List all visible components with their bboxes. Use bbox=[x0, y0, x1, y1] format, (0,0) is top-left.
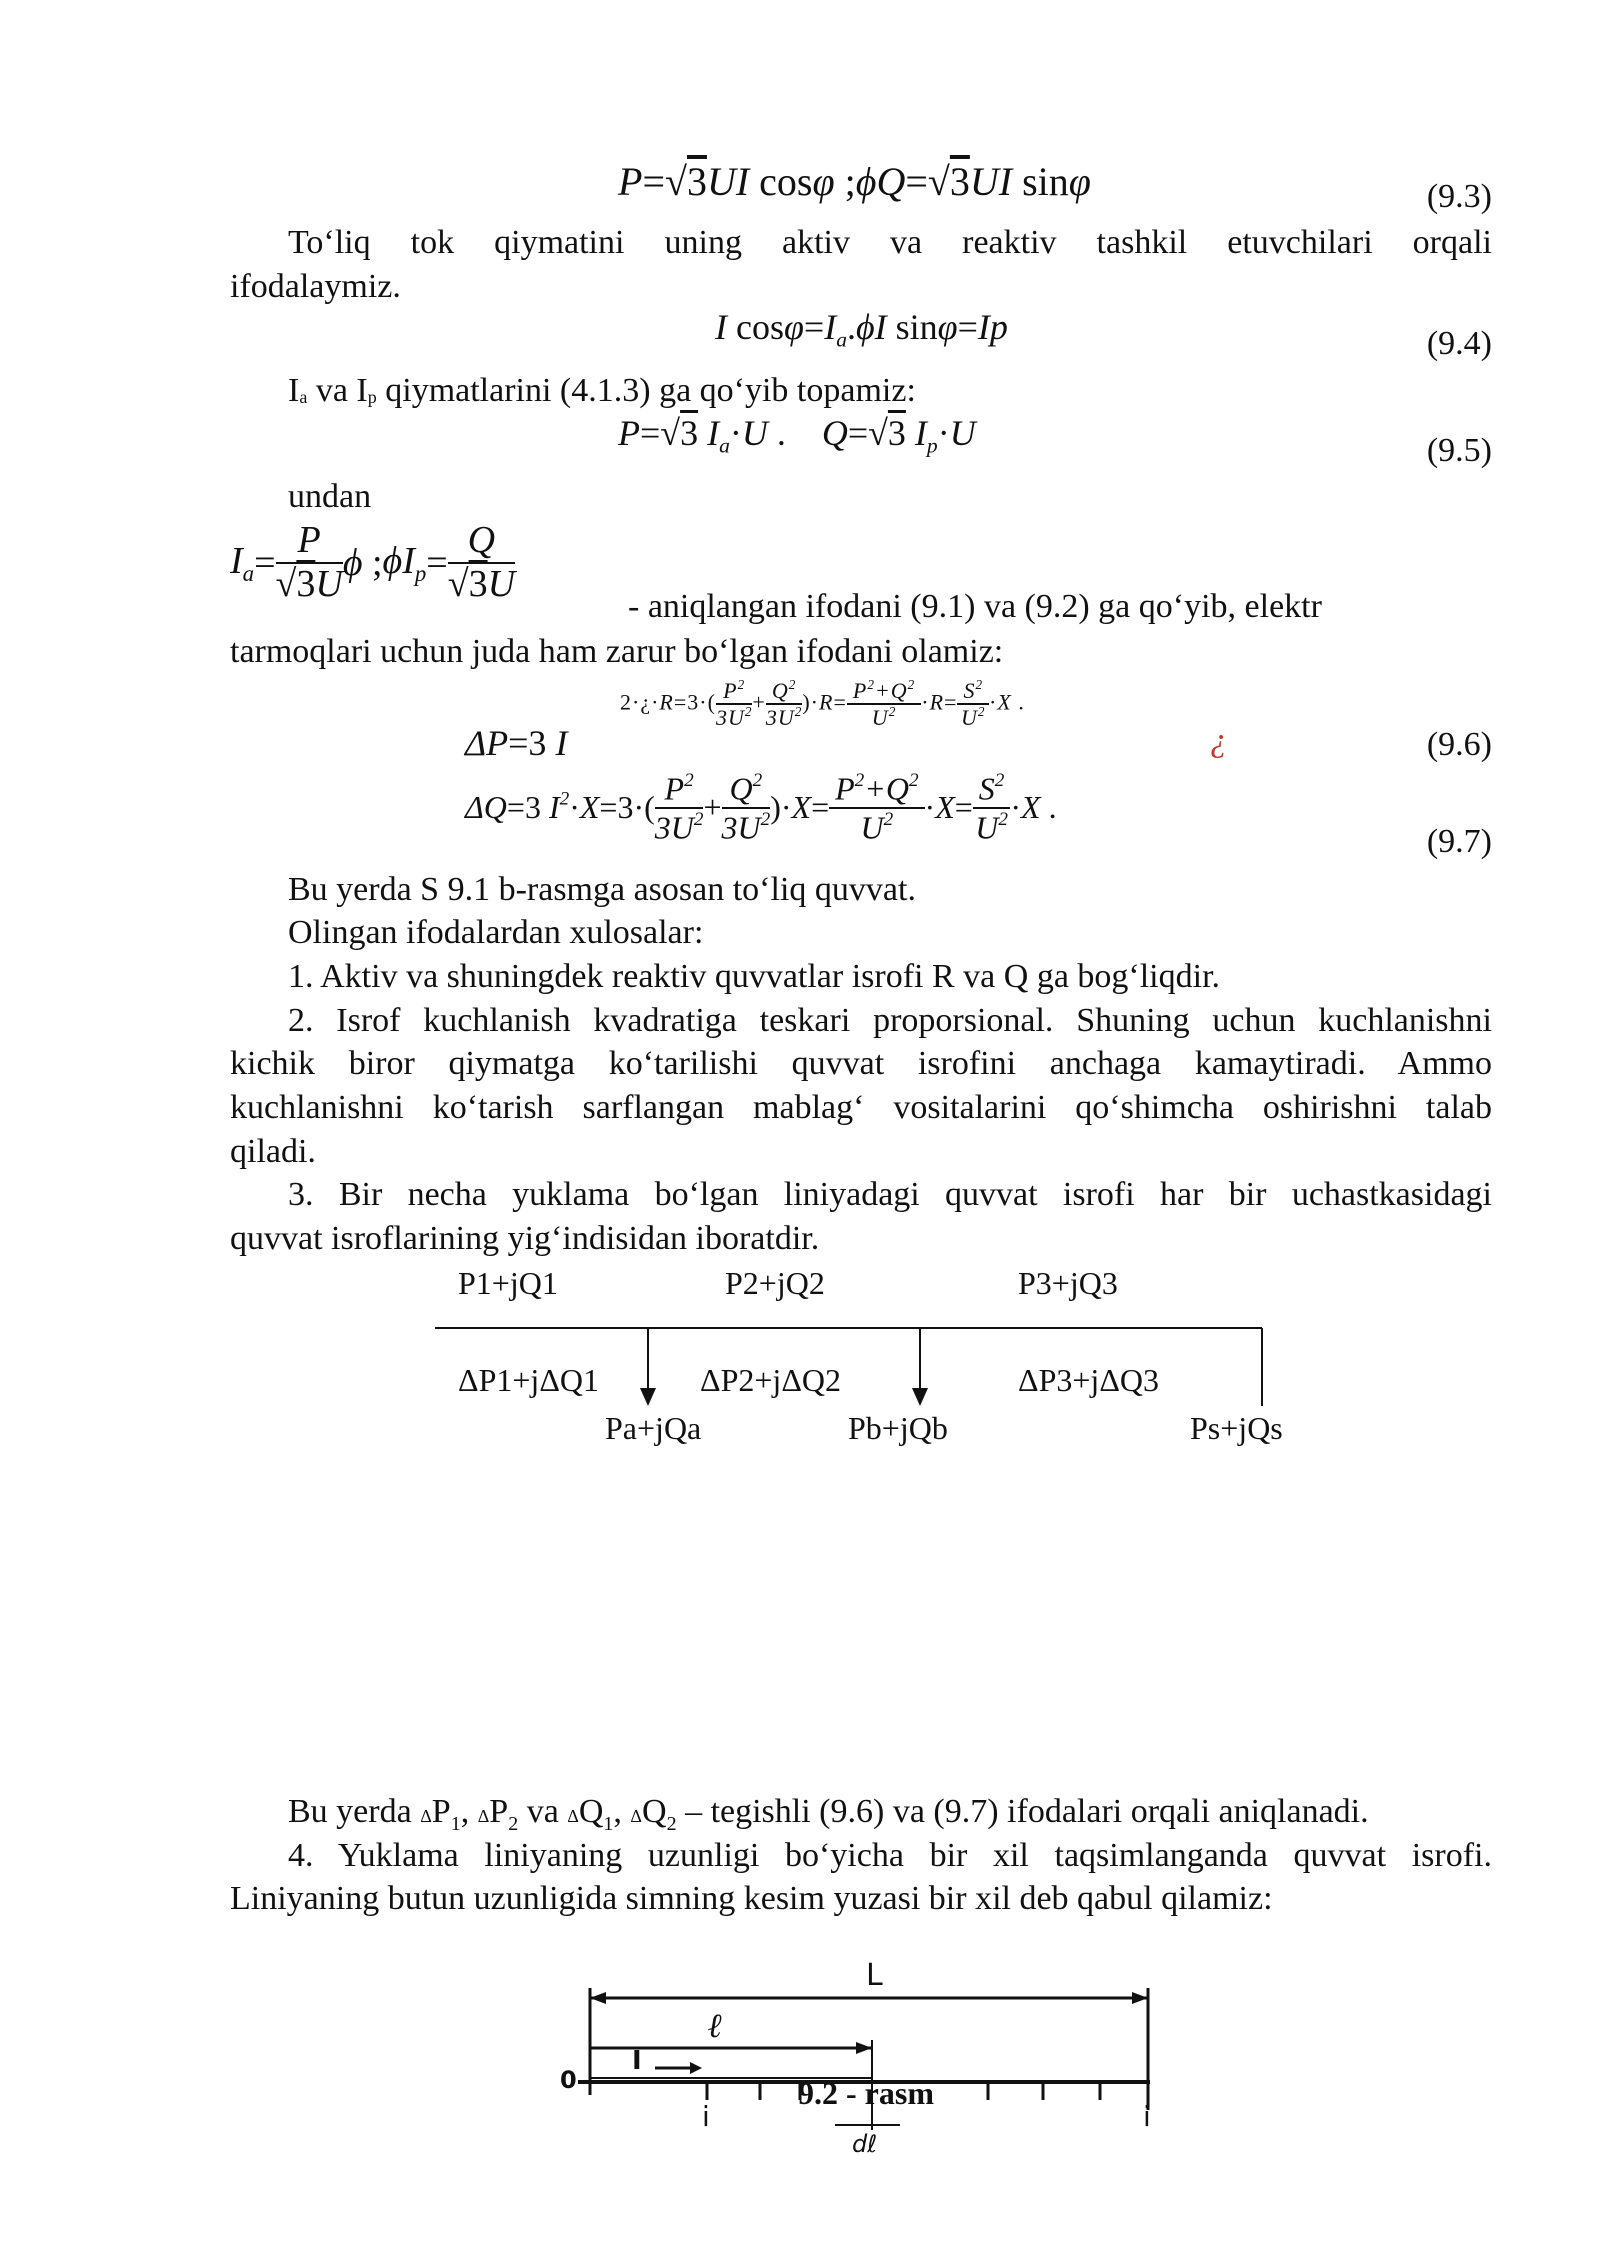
label-dl: dℓ bbox=[852, 2130, 878, 2158]
equation-ia-ip: $I_a=$ $\frac{P}{√3U}$ ϕ $;\phi I_p=$ $\frac{Q}{√3U}$ bbox=[230, 519, 516, 605]
equation-9-6-main: ΔP=3 I bbox=[465, 723, 568, 763]
equation-9-6-red-mark: ¿ bbox=[1210, 722, 1227, 759]
loss-label-1 bbox=[458, 1362, 599, 1399]
conclusion-1: 1. Aktiv va shuningdek reaktiv quvvatlar isrofi R va Q ga bog‘liqdir. bbox=[288, 958, 1221, 995]
load-label-a bbox=[605, 1410, 701, 1447]
load-label-b bbox=[848, 1410, 948, 1447]
power-label-3 bbox=[1018, 1265, 1118, 1302]
dimension-l-arrow-right bbox=[856, 2042, 872, 2054]
conclusion-2-line4: qiladi. bbox=[230, 1133, 316, 1170]
label-i-left: i bbox=[702, 2100, 710, 2133]
label-I: I bbox=[632, 2046, 642, 2076]
loss-label-3 bbox=[1018, 1362, 1159, 1399]
conclusion-3-line1: 3. Bir necha yuklama bo‘lgan liniyadagi quvvat isrofi har bir uchastkasidagi bbox=[288, 1176, 1492, 1213]
equation-9-3: P=√3UI cosφ ;ϕQ=√3UI sinφ bbox=[618, 159, 1091, 204]
load-arrow-b-head bbox=[912, 1388, 928, 1406]
equation-number-9-3: (9.3) bbox=[1426, 178, 1492, 215]
paragraph-ia-ip: Ia va Ip qiymatlarini (4.1.3) ga qo‘yib topamiz: bbox=[288, 372, 916, 409]
loss-label-3-text: ΔP3+jΔQ3 bbox=[1018, 1362, 1159, 1398]
paragraph-full-current: To‘liq tok qiymatini uning aktiv va reaktiv tashkil etuvchilari orqali bbox=[288, 224, 1492, 261]
equation-9-5: P=√3 $I_a\cdot U$ . Q=√3 $I_p\cdot U$ bbox=[618, 413, 976, 458]
power-label-1 bbox=[458, 1265, 558, 1302]
power-label-1-text: P1+jQ1 bbox=[458, 1265, 558, 1301]
equation-9-7: ΔQ=3 $I^2\cdot X=3\cdot$( $\frac{P^2}{3U^2}$ + $\frac{Q^2}{3U^2}$ )·X= $\frac{P^2+Q^2}{U^2}$ ·X= $\frac{S^2}{U^2}$ ·X . bbox=[465, 770, 1057, 846]
conclusion-3-line2: quvvat isroflarining yig‘indisidan iboratdir. bbox=[230, 1220, 820, 1257]
label-zero: 0 bbox=[560, 2066, 577, 2094]
word-undan: undan bbox=[288, 478, 372, 515]
load-label-a-text: Pa+jQa bbox=[605, 1410, 702, 1446]
paragraph-losses-defined: Bu yerda $\Delta P_1$, $\Delta P_2$ va $\Delta Q_1$, $\Delta Q_2$ – tegishli (9.6) va (9.7) ifodalari orqali aniqlanadi. bbox=[288, 1793, 1369, 1835]
paragraph-losses-rest: – tegishli (9.6) va (9.7) ifodalari orqali aniqlanadi. bbox=[685, 1793, 1369, 1830]
text-after-fraction: - aniqlangan ifodani (9.1) va (9.2) ga qo‘yib, elektr bbox=[628, 588, 1322, 625]
dimension-L-arrow-left bbox=[590, 1992, 606, 2004]
paragraph-losses-prefix: Bu yerda bbox=[288, 1793, 412, 1830]
label-L: L bbox=[866, 1958, 883, 1993]
conclusion-2-line3: kuchlanishni ko‘tarish sarflangan mablag‘ vositalarini qo‘shimcha oshirishni talab bbox=[230, 1089, 1492, 1126]
load-arrow-a-head bbox=[640, 1388, 656, 1406]
paragraph-s-definition: Bu yerda S 9.1 b-rasmga asosan to‘liq quvvat. bbox=[288, 871, 916, 908]
paragraph-ia-ip-rest: qiymatlarini (4.1.3) ga qo‘yib topamiz: bbox=[385, 372, 916, 409]
equation-9-6-small: 2·¿·R=3·( $\frac{P^2}{3U^2}$ + $\frac{Q^2}{3U^2}$ )·R= $\frac{P^2+Q^2}{U^2}$ ·R= $\frac{S^2}{U^2}$ ·X . bbox=[620, 677, 1025, 731]
loss-label-1-text: ΔP1+jΔQ1 bbox=[458, 1362, 599, 1398]
load-label-s bbox=[1190, 1410, 1283, 1447]
label-i-right: i bbox=[1143, 2100, 1151, 2133]
equation-number-9-6: (9.6) bbox=[1426, 726, 1492, 763]
paragraph-conclusions: Olingan ifodalardan xulosalar: bbox=[288, 914, 704, 951]
paragraph-uniform-load-line1: 4. Yuklama liniyaning uzunligi bo‘yicha bir xil taqsimlanganda quvvat isrofi. bbox=[288, 1837, 1492, 1874]
power-label-2-text: P2+jQ2 bbox=[725, 1265, 825, 1301]
conclusion-2-line1: 2. Isrof kuchlanish kvadratiga teskari proporsional. Shuning uchun kuchlanishni bbox=[288, 1002, 1492, 1039]
label-l: ℓ bbox=[708, 2008, 723, 2045]
load-label-b-text: Pb+jQb bbox=[848, 1410, 948, 1446]
equation-number-9-5: (9.5) bbox=[1426, 432, 1492, 469]
paragraph-tarmoqlari: tarmoqlari uchun juda ham zarur bo‘lgan ifodani olamiz: bbox=[230, 633, 1004, 670]
paragraph-uniform-load-line2: Liniyaning butun uzunligida simning kesim yuzasi bir xil deb qabul qilamiz: bbox=[230, 1880, 1273, 1917]
current-arrow-head bbox=[690, 2062, 702, 2074]
dimension-L-arrow-right bbox=[1132, 1992, 1148, 2004]
power-label-3-text: P3+jQ3 bbox=[1018, 1265, 1118, 1301]
loss-label-2-text: ΔP2+jΔQ2 bbox=[700, 1362, 841, 1398]
load-label-s-text: Ps+jQs bbox=[1190, 1410, 1283, 1446]
equation-number-9-7: (9.7) bbox=[1426, 823, 1492, 860]
paragraph-full-current-line2: ifodalaymiz. bbox=[230, 268, 401, 305]
conclusion-2-line2: kichik biror qiymatga ko‘tarilishi quvvat isrofini anchaga kamaytiradi. Ammo bbox=[230, 1045, 1492, 1082]
paragraph-ia-ip-va: va bbox=[315, 372, 348, 409]
equation-9-4: I $\cos\varphi=I_a.\phi I$ sinφ=Ip bbox=[715, 307, 1008, 352]
loss-label-2 bbox=[700, 1362, 841, 1399]
figure-caption: 9.2 - rasm bbox=[798, 2075, 934, 2111]
power-label-2 bbox=[725, 1265, 825, 1302]
equation-number-9-4: (9.4) bbox=[1426, 325, 1492, 362]
